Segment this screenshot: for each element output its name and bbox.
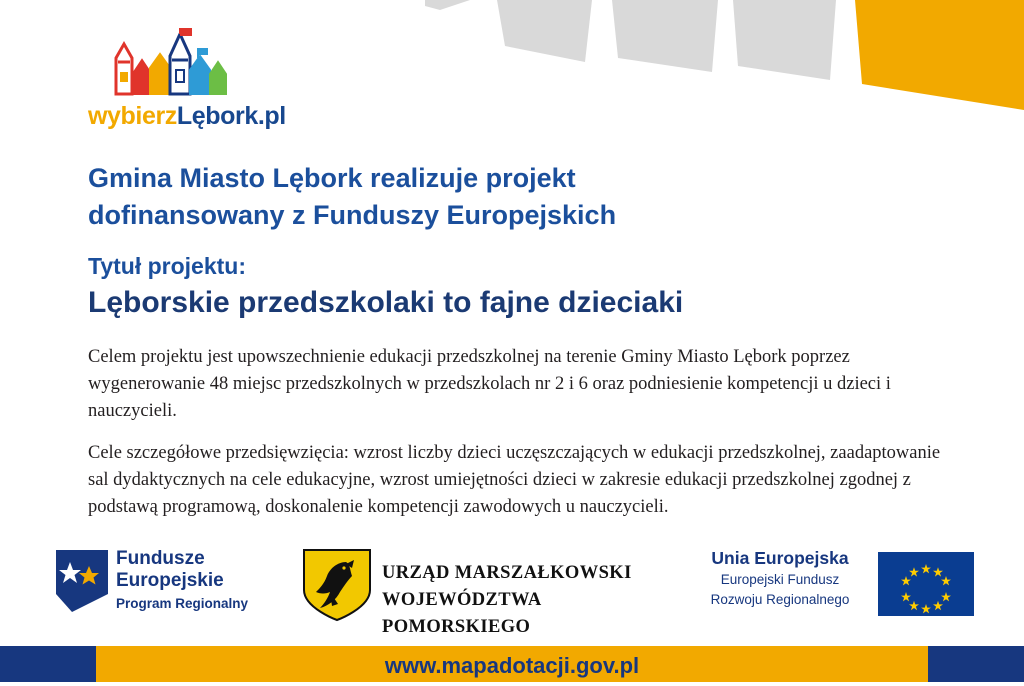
project-description xyxy=(88,344,948,535)
unia-title: Unia Europejska xyxy=(711,548,849,568)
heading-line-1: Gmina Miasto Lębork realizuje projekt xyxy=(88,163,576,193)
lebork-town-icon xyxy=(106,28,236,100)
urzad-marszalkowski-text xyxy=(382,560,660,640)
project-title: Lęborskie przedszkolaki to fajne dzieciaki xyxy=(88,286,684,319)
project-title-label: Tytuł projektu: xyxy=(88,253,247,279)
unia-sub-line-1: Europejski Fundusz xyxy=(720,572,840,587)
urzad-line-1: URZĄD MARSZAŁKOWSKI xyxy=(382,563,632,583)
fundusze-line-2: Europejskie xyxy=(116,570,224,592)
logo-word-part2: Lębork xyxy=(176,102,258,130)
urzad-marszalkowski-logo xyxy=(300,544,660,637)
logo-word-part3: .pl xyxy=(257,102,286,130)
fundusze-subtitle: Program Regionalny xyxy=(116,596,249,611)
pomorskie-griffin-crest-icon xyxy=(300,546,374,622)
unia-sub-line-2: Rozwoju Regionalnego xyxy=(710,592,850,608)
logo-wordmark xyxy=(88,102,286,131)
fundusze-europejskie-logo xyxy=(56,544,306,624)
page-title xyxy=(88,160,888,235)
unia-europejska-logo xyxy=(690,542,980,622)
fundusze-line-1: Fundusze xyxy=(116,548,205,569)
paragraph-detailed-goals: Cele szczegółowe przedsięwzięcia: wzrost liczby dzieci uczęszczających w edukacji przedszkolnej, zaadaptowanie sal dydaktycznych na cele edukacyjne, wzrost umiejętności dzieci w zakresie edukacji przedszkolnej zgodnej z podstawą programową, doskonalenie kompetencji zawodowych u nauczycieli. xyxy=(88,442,941,517)
heading-line-2: dofinansowany z Funduszy Europejskich xyxy=(88,200,617,231)
urzad-line-2: WOJEWÓDZTWA POMORSKIEGO xyxy=(382,589,541,637)
unia-text-block xyxy=(690,548,870,609)
site-logo[interactable] xyxy=(88,28,298,138)
fundusze-title xyxy=(116,548,224,593)
fundusze-star-icon xyxy=(56,550,108,612)
mapadotacji-url[interactable]: www.mapadotacji.gov.pl xyxy=(384,653,640,678)
bottom-bar xyxy=(0,646,1024,682)
eu-flag-icon xyxy=(878,552,974,616)
logo-word-part1: wybierz xyxy=(88,102,177,130)
paragraph-goal: Celem projektu jest upowszechnienie edukacji przedszkolnej na terenie Gminy Miasto Lębork poprzez wygenerowanie 48 miejsc przedszkolnych w przedszkolach nr 2 i 6 oraz podniesienie kompetencji u dzieci i nauczycieli. xyxy=(88,347,891,422)
footer-logo-row xyxy=(0,538,1024,637)
